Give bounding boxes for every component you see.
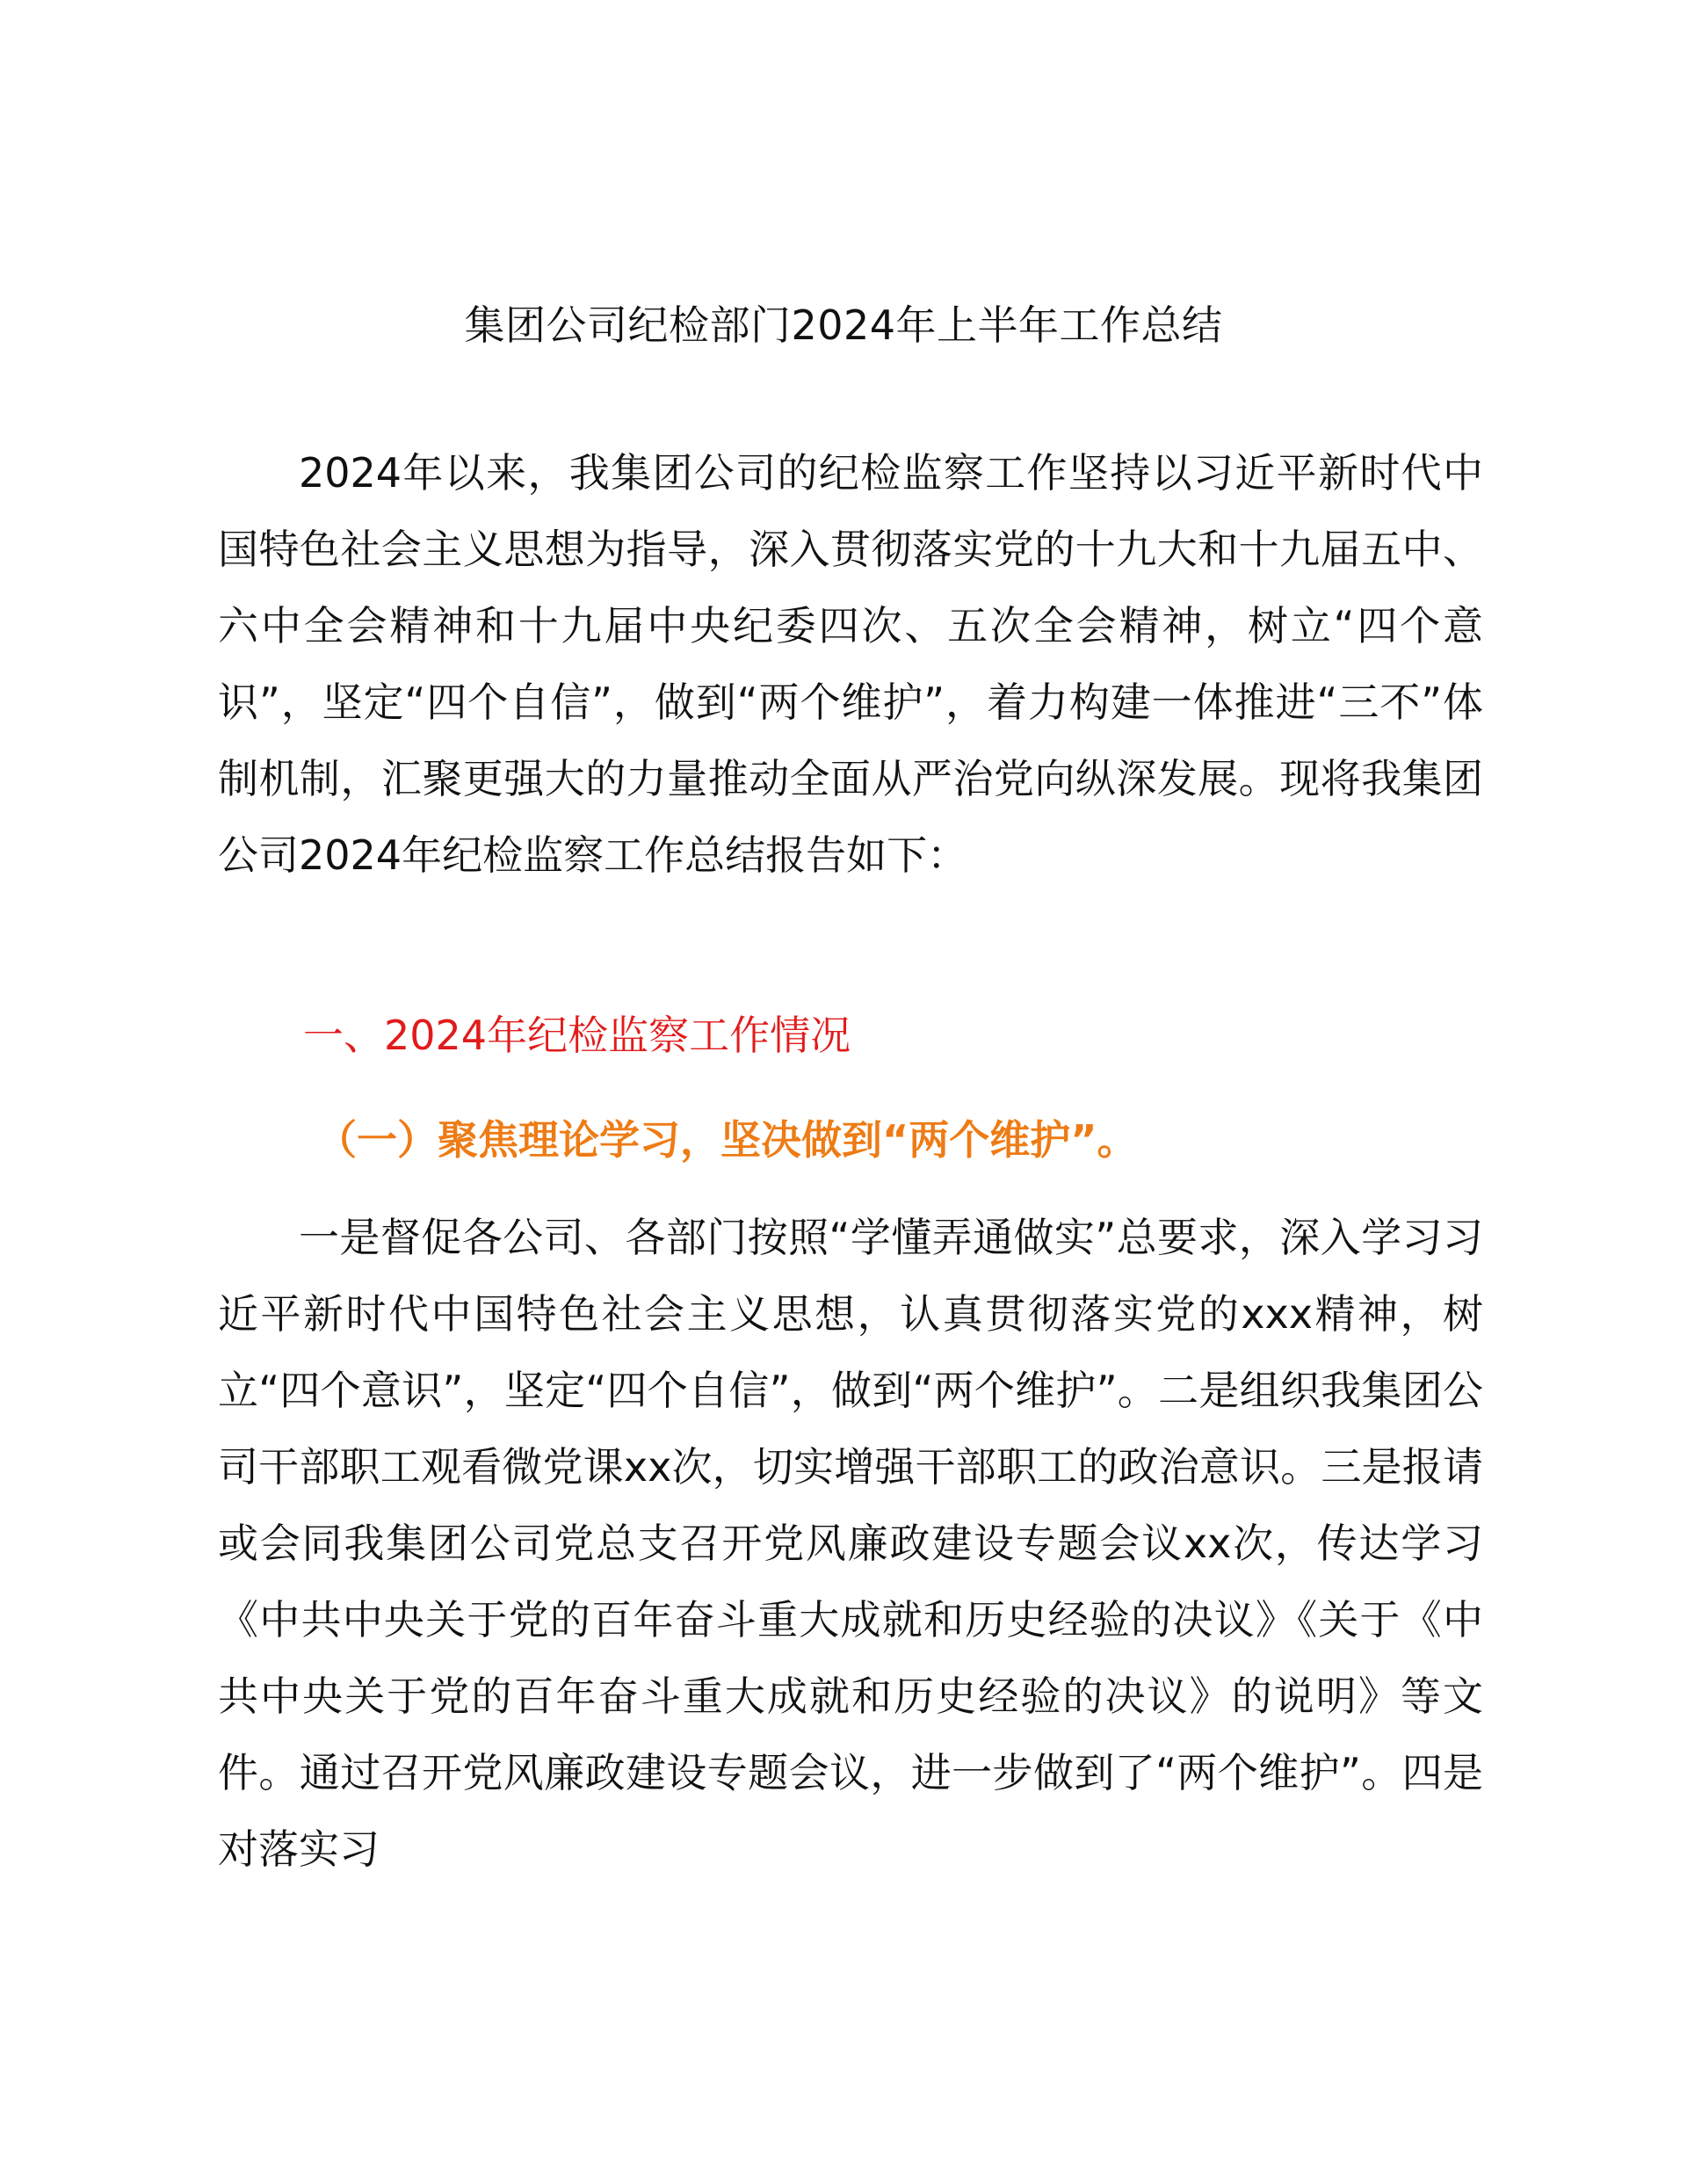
- intro-paragraph: 2024年以来，我集团公司的纪检监察工作坚持以习近平新时代中国特色社会主义思想为指导，深入贯彻落实党的十九大和十九届五中、六中全会精神和十九届中央纪委四次、五次全会精神，树立“四个意识”，坚定“四个自信”，做到“两个维护”，着力构建一体推进“三不”体制机制，汇聚更强大的力量推动全面从严治党向纵深发展。现将我集团公司2024年纪检监察工作总结报告如下：: [218, 449, 1483, 879]
- document-title: 集团公司纪检部门2024年上半年工作总结: [464, 301, 1223, 349]
- subsection-heading: （一）聚焦理论学习，坚决做到“两个维护”。: [316, 1116, 1138, 1164]
- subsection-paragraph: 一是督促各公司、各部门按照“学懂弄通做实”总要求，深入学习习近平新时代中国特色社会主义思想，认真贯彻落实党的xxx精神，树立“四个意识”，坚定“四个自信”，做到“两个维护”。二是组织我集团公司干部职工观看微党课xx次，切实增强干部职工的政治意识。三是报请或会同我集团公司党总支召开党风廉政建设专题会议xx次，传达学习《中共中央关于党的百年奋斗重大成就和历史经验的决议》《关于《中共中央关于党的百年奋斗重大成就和历史经验的决议》的说明》等文件。通过召开党风廉政建设专题会议，进一步做到了“两个维护”。四是对落实习: [218, 1214, 1483, 1873]
- section-heading: 一、2024年纪检监察工作情况: [303, 1012, 851, 1059]
